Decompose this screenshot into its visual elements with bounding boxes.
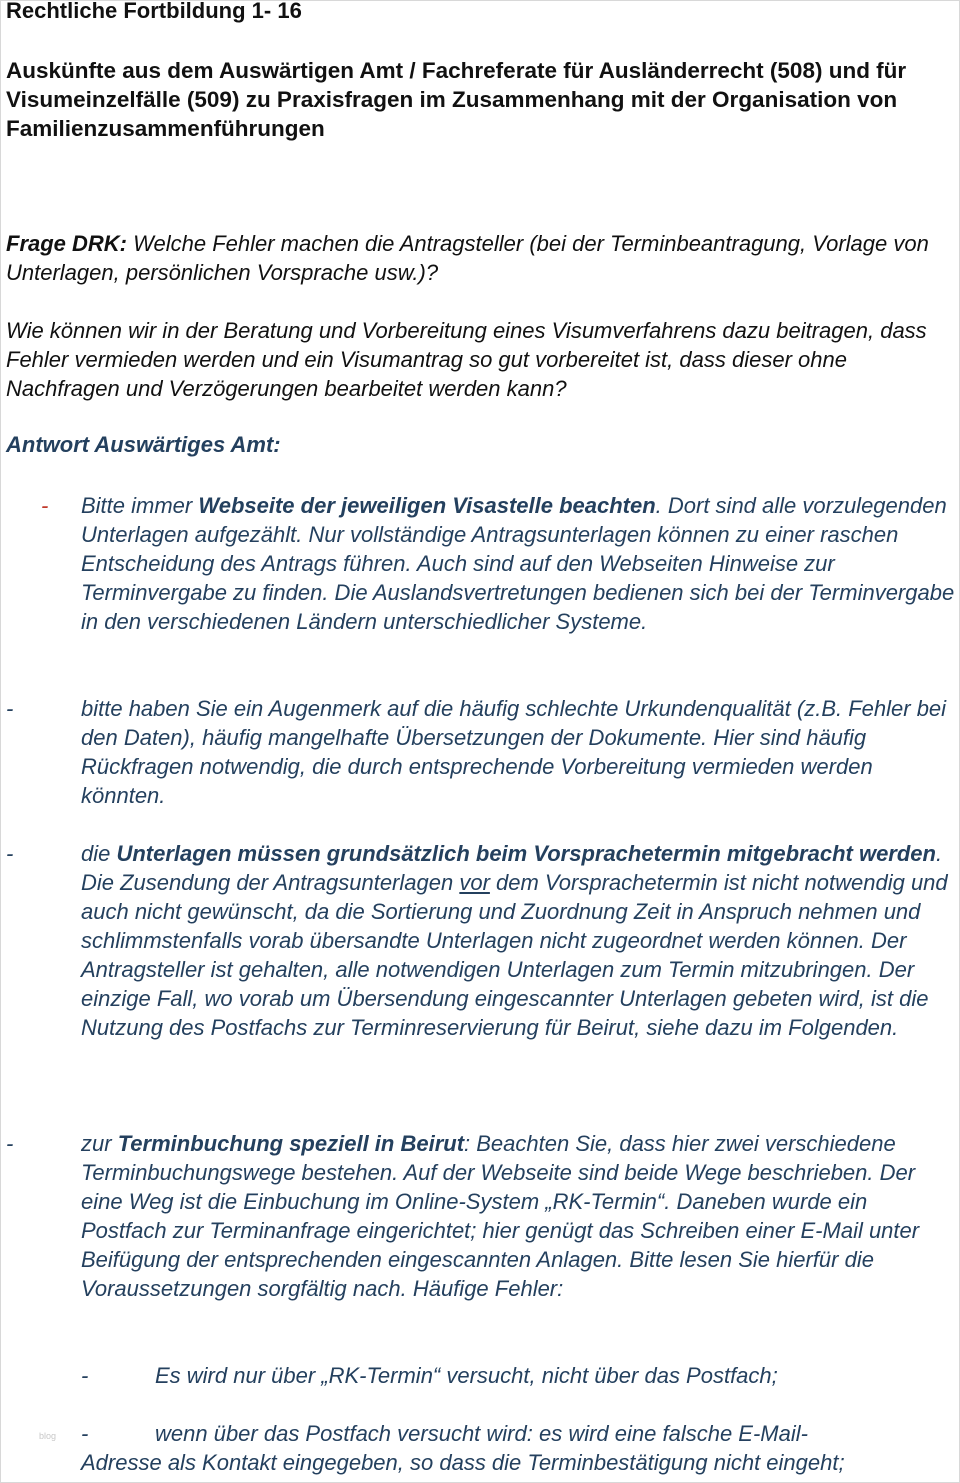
bullet-post: dem Vorsprachetermin ist nicht notwendig und auch nicht gewünscht, da die Sortierung und Zuordnung Zeit in Anspruch nehmen und schlimmstenfalls vorab übersandte Unterlagen nicht zugeordnet werden können. Der Antragsteller ist gehalten, alle notwendigen Unterlagen zum Termin mitzubringen. Der einzige Fall, wo vorab um Übersendung eingescannter Unterlagen gebeten wird, ist die Nutzung des Postfachs zur Terminreservierung für Beirut, siehe dazu im Folgenden.: [81, 870, 948, 1040]
bullet-emphasis: Webseite der jeweiligen Visastelle beachten: [198, 493, 656, 518]
bullet-emphasis: Unterlagen müssen grundsätzlich beim Vorsprachetermin mitgebracht werden: [116, 841, 936, 866]
bullet-underline: vor: [459, 870, 490, 895]
question-paragraph-2: Wie können wir in der Beratung und Vorbereitung eines Visumverfahrens dazu beitragen, dass Fehler vermieden werden und ein Visumantrag so gut vorbereitet ist, dass dieser ohne Nachfragen und Verzögerungen bearbeitet werden kann?: [6, 318, 927, 401]
bullet-pre: zur: [81, 1131, 118, 1156]
bullet-pre: Bitte immer: [81, 493, 199, 518]
sub-bullet-text-continued: Adresse als Kontakt eingegeben, so dass die Terminbestätigung nicht eingeht;: [81, 1450, 845, 1475]
answer-heading: Antwort Auswärtiges Amt:: [6, 432, 281, 457]
bullet-dash: -: [6, 841, 14, 866]
watermark: blog: [39, 1431, 57, 1441]
bullet-text: bitte haben Sie ein Augenmerk auf die häufig schlechte Urkundenqualität (z.B. Fehler bei den Daten), häufig mangelhafte Übersetzungen der Dokumente. Hier sind häufig Rückfragen notwendig, die durch entsprechende Vorbereitung vermieden werden könnten.: [81, 696, 947, 808]
sub-bullet-dash: -: [81, 1363, 89, 1388]
bullet-text: [81, 1129, 956, 1303]
bullet-dash: -: [6, 1131, 14, 1156]
bullet-mid: . Die Zusendung der Antragsunterlagen: [81, 841, 943, 895]
sub-bullet-text: Es wird nur über „RK-Termin“ versucht, nicht über das Postfach;: [155, 1363, 778, 1388]
document-title: Auskünfte aus dem Auswärtigen Amt / Fachreferate für Ausländerrecht (508) und für Visumeinzelfälle (509) zu Praxisfragen im Zusammenhang mit der Organisation von Familienzusammenführungen: [6, 58, 907, 141]
bullet-dash: -: [41, 493, 49, 518]
bullet-post: : Beachten Sie, dass hier zwei verschiedene Terminbuchungswege bestehen. Auf der Webseite sind beide Wege beschrieben. Der eine Weg ist die Einbuchung im Online-System „RK-Termin“. Daneben wurde ein Postfach zur Terminanfrage eingerichtet; hier genügt das Schreiben einer E-Mail unter Beifügung der entsprechenden eingescannten Anlagen. Bitte lesen Sie hierfür die Voraussetzungen sorgfältig nach. Häufige Fehler:: [81, 1131, 920, 1301]
sub-bullet-text: wenn über das Postfach versucht wird: es wird eine falsche E-Mail-: [155, 1421, 808, 1446]
question-paragraph: [6, 229, 956, 287]
sub-bullet-dash: -: [81, 1421, 89, 1446]
bullet-emphasis: Terminbuchung speziell in Beirut: [117, 1131, 465, 1156]
bullet-pre: die: [81, 841, 117, 866]
question-text: Welche Fehler machen die Antragsteller (bei der Terminbeantragung, Vorlage von Unterlagen, persönlichen Vorsprache usw.)?: [6, 231, 929, 285]
bullet-text: [81, 491, 956, 636]
bullet-dash: -: [6, 696, 14, 721]
question-label: Frage DRK:: [6, 231, 128, 256]
bullet-text: [81, 839, 956, 1042]
page-header-title: Rechtliche Fortbildung 1- 16: [6, 0, 302, 23]
bullet-post: . Dort sind alle vorzulegenden Unterlagen aufgezählt. Nur vollständige Antragsunterlagen können zu einer raschen Entscheidung des Antrags führen. Auch sind auf den Webseiten Hinweise zur Terminvergabe zu finden. Die Auslandsvertretungen bedienen sich bei der Terminvergabe in den verschiedenen Ländern unterschiedlicher Systeme.: [81, 493, 955, 634]
